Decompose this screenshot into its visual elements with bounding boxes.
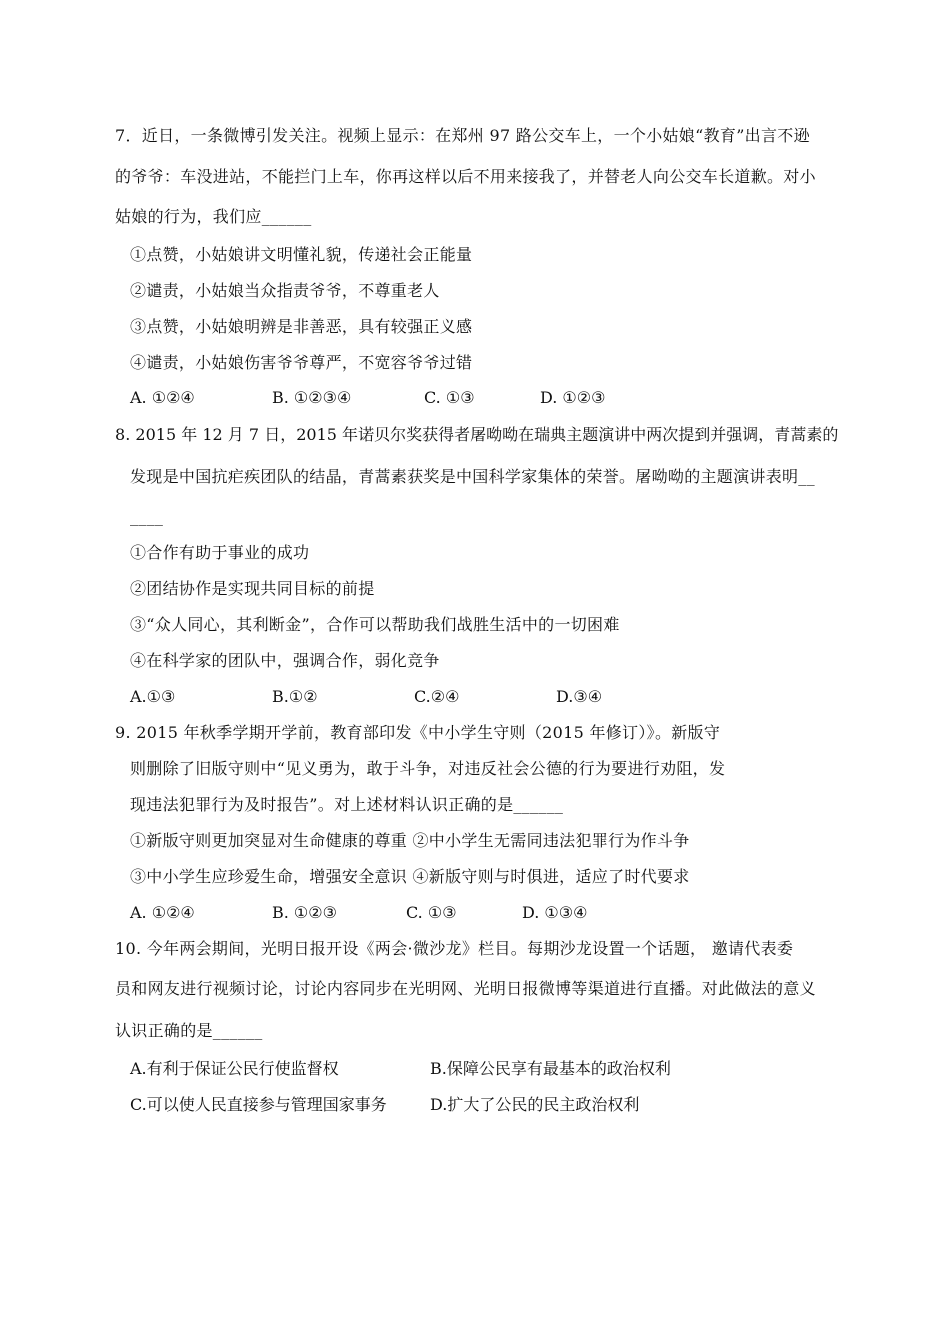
q7-option-a: A. ①②④ — [130, 388, 195, 407]
q9-stem-line-2: 则删除了旧版守则中“见义勇为，敢于斗争，对违反社会公德的行为要进行劝阻，发 — [130, 759, 726, 778]
q8-item-2: ②团结协作是实现共同目标的前提 — [130, 579, 375, 598]
q7-stem-line-1: 7．近日，一条微博引发关注。视频上显示：在郑州 97 路公交车上，一个小姑娘“教育”出言不逊 — [115, 126, 810, 145]
q9-stem-line-3: 现违法犯罪行为及时报告”。对上述材料认识正确的是______ — [130, 795, 564, 814]
q10-option-a: A.有利于保证公民行使监督权 — [130, 1059, 339, 1078]
q8-option-b: B.①② — [272, 687, 318, 706]
q8-option-a: A.①③ — [130, 687, 176, 706]
q7-option-b: B. ①②③④ — [272, 388, 352, 407]
q7-option-d: D. ①②③ — [540, 388, 606, 407]
q7-item-1: ①点赞，小姑娘讲文明懂礼貌，传递社会正能量 — [130, 245, 473, 264]
q9-stem-line-1: 9. 2015 年秋季学期开学前，教育部印发《中小学生守则（2015 年修订）》。新版守 — [115, 723, 721, 742]
q8-stem-line-3: ____ — [130, 507, 164, 526]
q7-item-3: ③点赞，小姑娘明辨是非善恶，具有较强正义感 — [130, 317, 473, 336]
q10-stem-line-3: 认识正确的是______ — [115, 1021, 263, 1040]
q9-item-1-2: ①新版守则更加突显对生命健康的尊重 ②中小学生无需同违法犯罪行为作斗争 — [130, 831, 690, 850]
q10-stem-line-1: 10. 今年两会期间，光明日报开设《两会·微沙龙》栏目。每期沙龙设置一个话题， 邀请代表委 — [115, 939, 794, 958]
q7-stem-line-3: 姑娘的行为，我们应______ — [115, 207, 312, 226]
q8-stem-line-1: 8. 2015 年 12 月 7 日，2015 年诺贝尔奖获得者屠呦呦在瑞典主题演讲中两次提到并强调，青蒿素的 — [115, 425, 839, 444]
q10-stem-line-2: 员和网友进行视频讨论，讨论内容同步在光明网、光明日报微博等渠道进行直播。对此做法的意义 — [115, 979, 816, 998]
q8-option-c: C.②④ — [414, 687, 460, 706]
q9-option-c: C. ①③ — [406, 903, 457, 922]
q8-item-4: ④在科学家的团队中，强调合作，弱化竞争 — [130, 651, 440, 670]
q8-item-1: ①合作有助于事业的成功 — [130, 543, 310, 562]
q10-option-c: C.可以使人民直接参与管理国家事务 — [130, 1095, 387, 1114]
q9-option-d: D. ①③④ — [522, 903, 588, 922]
q10-option-d: D.扩大了公民的民主政治权利 — [430, 1095, 640, 1114]
q8-option-d: D.③④ — [556, 687, 603, 706]
q8-stem-line-2: 发现是中国抗疟疾团队的结晶，青蒿素获奖是中国科学家集体的荣誉。屠呦呦的主题演讲表明__ — [130, 467, 815, 486]
q9-option-a: A. ①②④ — [130, 903, 195, 922]
q7-option-c: C. ①③ — [424, 388, 475, 407]
q10-option-b: B.保障公民享有最基本的政治权利 — [430, 1059, 671, 1078]
q7-item-4: ④谴责，小姑娘伤害爷爷尊严，不宽容爷爷过错 — [130, 353, 473, 372]
q9-item-3-4: ③中小学生应珍爱生命，增强安全意识 ④新版守则与时俱进，适应了时代要求 — [130, 867, 690, 886]
q7-stem-line-2: 的爷爷：车没进站，不能拦门上车，你再这样以后不用来接我了，并替老人向公交车长道歉。对小 — [115, 167, 816, 186]
q8-item-3: ③“众人同心，其利断金”，合作可以帮助我们战胜生活中的一切困难 — [130, 615, 620, 634]
q9-option-b: B. ①②③ — [272, 903, 337, 922]
q7-item-2: ②谴责，小姑娘当众指责爷爷，不尊重老人 — [130, 281, 440, 300]
